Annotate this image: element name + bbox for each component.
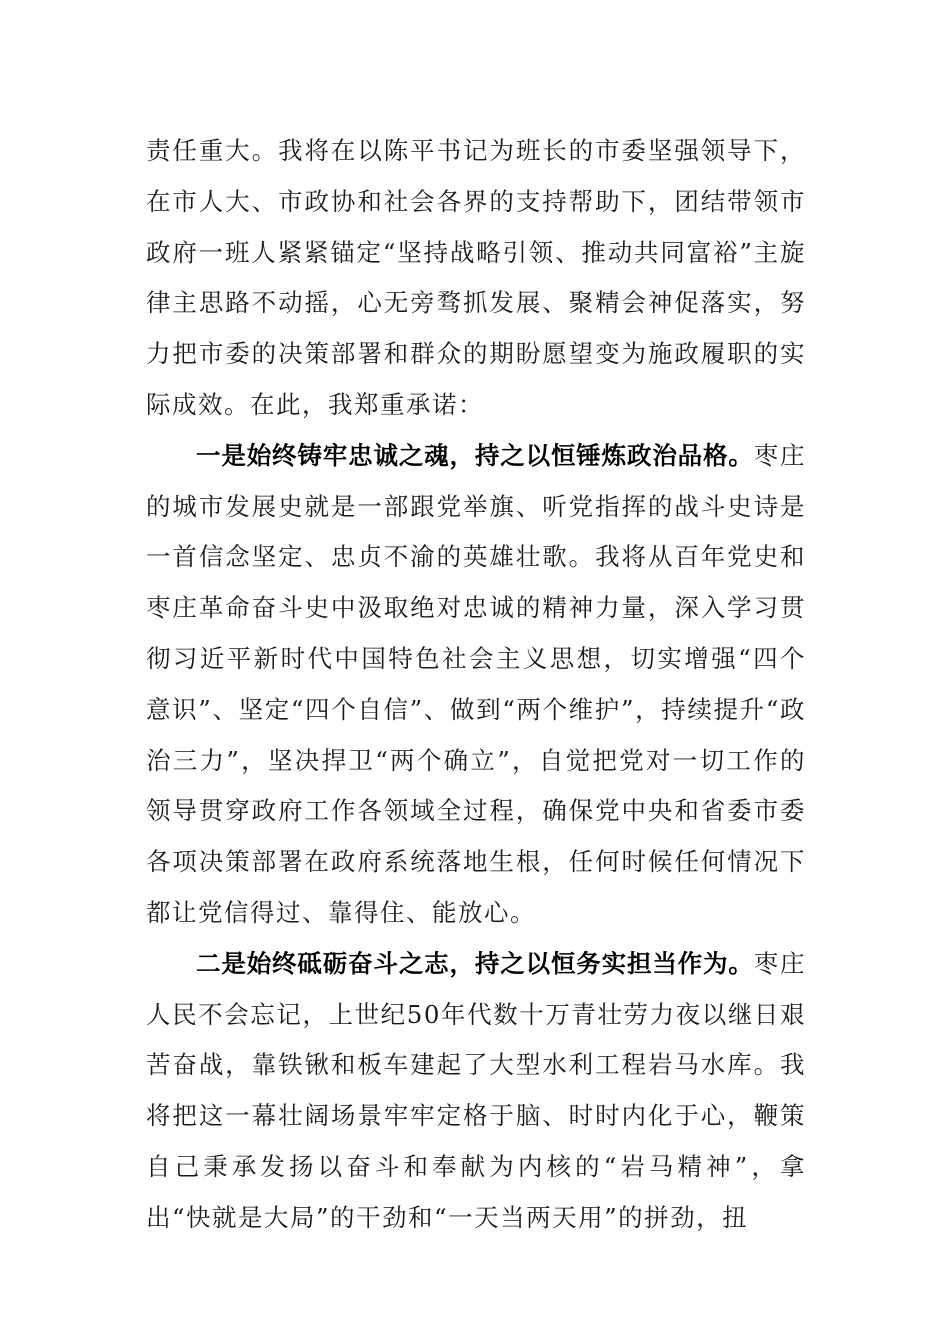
paragraph-commitment-two xyxy=(146,939,806,1244)
paragraph-commitment-one xyxy=(146,431,806,939)
paragraph-intro xyxy=(146,126,806,431)
paragraph-text: 枣庄人民不会忘记，上世纪50年代数十万青壮劳力夜以继日艰苦奋战，靠铁锹和板车建起了大型水利工程岩马水库。我将把这一幕壮阔场景牢牢定格于脑、时时内化于心，鞭策自己秉承发扬以奋斗和奉献为内核的“岩马精神”，拿出“快就是大局”的干劲和“一天当两天用”的拼劲，扭 xyxy=(146,948,807,1232)
paragraph-lead-heading: 一是始终铸牢忠诚之魂，持之以恒锤炼政治品格。 xyxy=(196,440,754,470)
document-body xyxy=(146,126,806,1244)
paragraph-lead-heading: 二是始终砥砺奋斗之志，持之以恒务实担当作为。 xyxy=(196,948,754,978)
paragraph-text: 枣庄的城市发展史就是一部跟党举旗、听党指挥的战斗史诗是一首信念坚定、忠贞不渝的英雄壮歌。我将从百年党史和枣庄革命奋斗史中汲取绝对忠诚的精神力量，深入学习贯彻习近平新时代中国特色社会主义思想，切实增强“四个意识”、坚定“四个自信”、做到“两个维护”，持续提升“政治三力”，坚决捍卫“两个确立”，自觉把党对一切工作的领导贯穿政府工作各领域全过程，确保党中央和省委市委各项决策部署在政府系统落地生根，任何时候任何情况下都让党信得过、靠得住、能放心。 xyxy=(146,440,807,927)
paragraph-text: 责任重大。我将在以陈平书记为班长的市委坚强领导下，在市人大、市政协和社会各界的支持帮助下，团结带领市政府一班人紧紧锚定“坚持战略引领、推动共同富裕”主旋律主思路不动摇，心无旁骛抓发展、聚精会神促落实，努力把市委的决策部署和群众的期盼愿望变为施政履职的实际成效。在此，我郑重承诺： xyxy=(146,136,806,419)
